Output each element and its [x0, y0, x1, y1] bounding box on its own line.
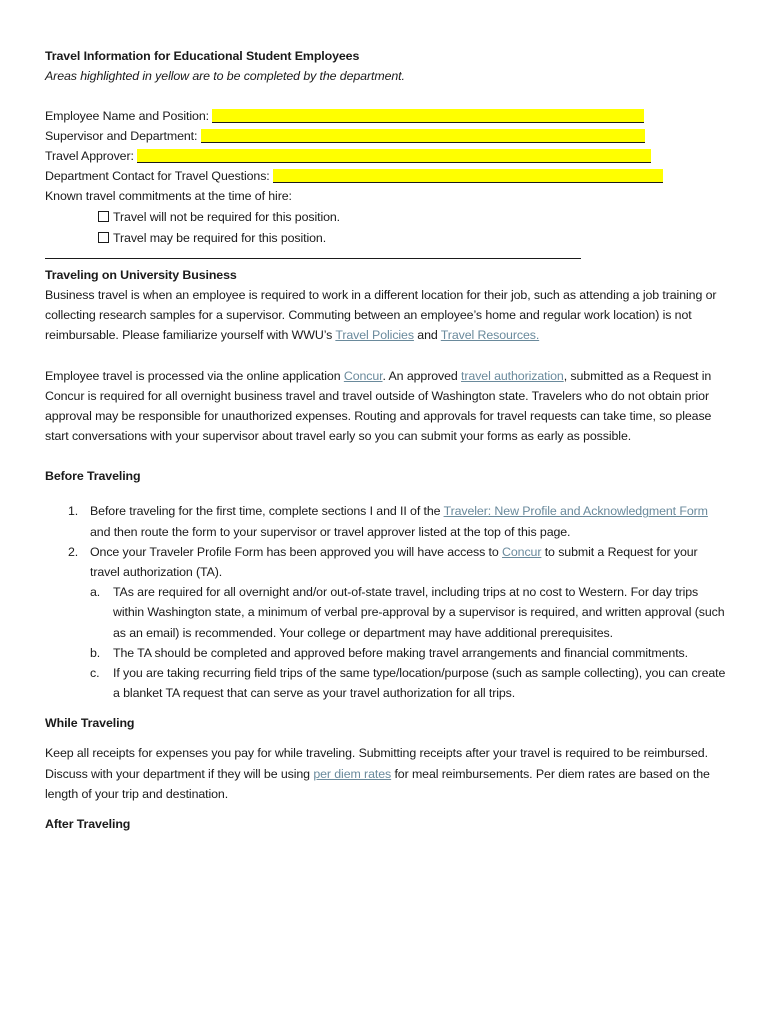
travel-authorization-link[interactable]: travel authorization	[461, 368, 564, 383]
section-divider	[45, 258, 581, 259]
document-subtitle: Areas highlighted in yellow are to be completed by the department.	[45, 69, 405, 83]
sub-list-item: a. TAs are required for all overnight and/or out-of-state travel, including trips at no cost to Western. For day trips within Washington state, a minimum of verbal pre-approval by a supervisor is required, and written approval (such as an email) is recommended. Your college or department may have additional prerequisites.	[90, 585, 725, 640]
checkbox-icon[interactable]	[98, 211, 109, 222]
employee-name-field	[45, 106, 729, 126]
document-page	[45, 46, 729, 834]
paragraph-concur: Employee travel is processed via the online application Concur. An approved travel authorization, submitted as a Request in Concur is required for all overnight business travel and travel outside of Washington state. Travelers who do not obtain prior approval may be responsible for unauthorized expenses. Routing and approvals for travel requests can take time, so please start conversations with your supervisor about travel early so you can submit your forms as early as possible.	[45, 368, 712, 444]
field-label: Supervisor and Department:	[45, 129, 198, 143]
option-may-be-required[interactable]	[45, 228, 729, 249]
contact-blank[interactable]	[273, 169, 663, 183]
list-item: 2. Once your Traveler Profile Form has been approved you will have access to Concur to submit a Request for your travel authorization (TA).	[68, 544, 698, 580]
sub-list-item: c. If you are taking recurring field trips of the same type/location/purpose (such as sample collecting), you can create a blanket TA request that can serve as your travel authorization for all trips.	[90, 666, 726, 701]
paragraph-receipts: Keep all receipts for expenses you pay for while traveling. Submitting receipts after your travel is required to be reimbursed. Discuss with your department if they will be using per diem rates for meal reimbursements. Per diem rates are based on the length of your trip and destination.	[45, 746, 710, 801]
option-label: Travel may be required for this position.	[113, 231, 327, 245]
known-commitments-label: Known travel commitments at the time of hire:	[45, 189, 292, 203]
supervisor-blank[interactable]	[201, 129, 645, 143]
document-title: Travel Information for Educational Student Employees	[45, 49, 360, 63]
paragraph-business-travel: Business travel is when an employee is required to work in a different location for their job, such as attending a job training or collecting research samples for a supervisor. Commuting between an employee’s home and regular work location) is not reimbursable. Please familiarize yourself with WWU’s Travel Policies and Travel Resources.	[45, 288, 717, 343]
option-not-required[interactable]	[45, 207, 729, 228]
field-label: Department Contact for Travel Questions:	[45, 169, 270, 183]
section-heading-before-traveling: Before Traveling	[45, 469, 141, 484]
concur-link[interactable]: Concur	[502, 544, 542, 559]
travel-resources-link[interactable]: Travel Resources.	[440, 328, 540, 343]
option-label: Travel will not be required for this position.	[113, 210, 341, 224]
supervisor-field	[45, 126, 729, 146]
before-traveling-list	[45, 501, 729, 703]
approver-field	[45, 146, 729, 166]
approver-blank[interactable]	[137, 149, 651, 163]
new-profile-form-link[interactable]: Traveler: New Profile and Acknowledgment Form	[443, 504, 708, 519]
field-label: Employee Name and Position:	[45, 109, 209, 123]
sub-list-item: b. The TA should be completed and approved before making travel arrangements and financial commitments.	[90, 645, 688, 660]
list-item: 1. Before traveling for the first time, complete sections I and II of the Traveler: New Profile and Acknowledgment Form and then route the form to your supervisor or travel approver listed at the top of this page.	[68, 504, 708, 539]
contact-field	[45, 166, 729, 186]
travel-policies-link[interactable]: Travel Policies	[335, 328, 414, 343]
section-heading-after-traveling: After Traveling	[45, 817, 131, 832]
concur-link[interactable]: Concur	[343, 368, 383, 383]
checkbox-icon[interactable]	[98, 232, 109, 243]
section-heading-while-traveling: While Traveling	[45, 716, 135, 731]
section-heading-university-business: Traveling on University Business	[45, 268, 237, 282]
field-label: Travel Approver:	[45, 149, 134, 163]
employee-name-blank[interactable]	[212, 109, 644, 123]
per-diem-rates-link[interactable]: per diem rates	[313, 766, 392, 781]
